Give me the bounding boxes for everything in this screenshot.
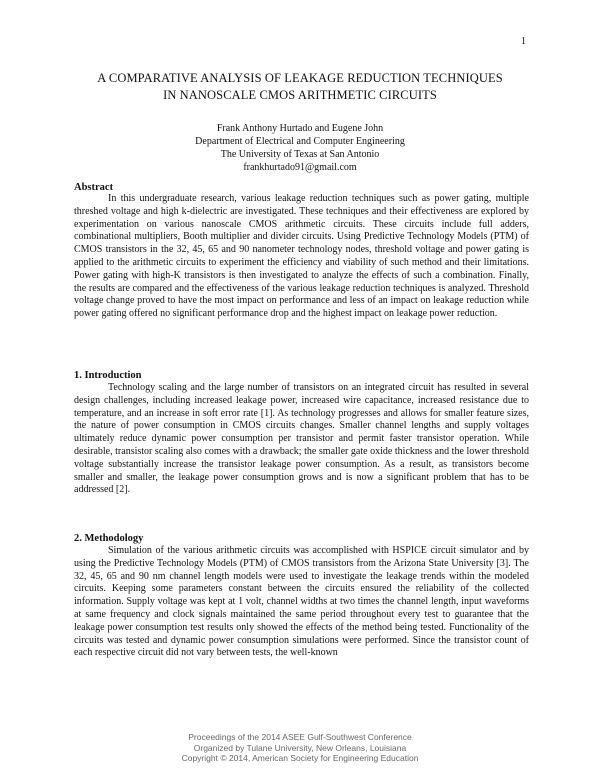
author-names: Frank Anthony Hurtado and Eugene John	[216, 123, 384, 134]
methodology-body: Simulation of the various arithmetic circuits was accomplished with HSPICE circuit simulator and by using the Predictive Technology Models (PTM) of CMOS transistors from the Arizona State University [3]. The 32, 45, 65 and 90 nm channel length models were used to investigate the leakage trends within the modeled circuits. Keeping some parameters constant between the circuits ensured the reliability of the collected information. Supply voltage was kept at 1 volt, channel widths at two times the channel length, input waveforms at same frequency and clock signals maintained the same period throughout every test to guarantee that the leakage power consumption test results only showed the effects of the method being tested. Functionality of the circuits was tested and dynamic power consumption simulations were performed. Since the transistor count of each respective circuit did not vary between tests, the well-known	[74, 545, 529, 659]
introduction-body: Technology scaling and the large number of transistors on an integrated circuit has resulted in several design challenges, including increased leakage power, increased wire capacitance, increased resistance due to temperature, and an increase in soft error rate [1]. As technology progresses and allows for smaller feature sizes, the nature of power consumption in CMOS circuits changes. Smaller channel lengths and supply voltages ultimately reduce dynamic power consumption per transistor and permit faster transistor operation. While desirable, transistor scaling also comes with a drawback; the smaller gate oxide thickness and the lower threshold voltage substantially increase the transistor leakage power consumption. As a result, as transistors become smaller and smaller, the leakage power consumption grows and is now a significant problem that has to be addressed [2].	[74, 382, 529, 496]
footer-line-1: Proceedings of the 2014 ASEE Gulf-Southwest Conference	[188, 732, 412, 742]
page-footer	[120, 732, 480, 764]
paper-title	[60, 70, 540, 104]
author-email: frankhurtado91@gmail.com	[243, 162, 357, 173]
abstract-body: In this undergraduate research, various leakage reduction techniques such as power gating, multiple threshed voltage and high k-dielectric are investigated. These techniques and their effectiveness are explored by experimentation on various nanoscale CMOS arithmetic circuits. These circuits include full adders, combinational multipliers, Booth multiplier and divider circuits. Using Predictive Technology Models (PTM) of CMOS transistors in the 32, 45, 65 and 90 nanometer technology nodes, threshold voltage and power gating is applied to the arithmetic circuits to experiment the efficiency and viability of such method and their limitations. Power gating with high-K transistors is then investigated to analyze the effects of such a combination. Finally, the results are compared and the effectiveness of the various leakage reduction techniques is analyzed. Threshold voltage change proved to have the most impact on performance and less of an impact on leakage reduction while power gating offered no significant performance drop and the highest impact on leakage power reduction.	[74, 193, 529, 320]
author-block	[100, 122, 500, 174]
author-university: The University of Texas at San Antonio	[220, 149, 380, 160]
methodology-heading: 2. Methodology	[74, 533, 144, 544]
page-number: 1	[521, 36, 526, 47]
footer-line-3: Copyright © 2014, American Society for Engineering Education	[181, 753, 419, 763]
footer-line-2: Organized by Tulane University, New Orleans, Louisiana	[193, 742, 407, 753]
introduction-heading: 1. Introduction	[74, 370, 142, 381]
title-line-1: A COMPARATIVE ANALYSIS OF LEAKAGE REDUCTION TECHNIQUES	[97, 71, 503, 85]
abstract-heading: Abstract	[74, 182, 114, 193]
author-department: Department of Electrical and Computer Engineering	[195, 136, 405, 147]
title-line-2: IN NANOSCALE CMOS ARITHMETIC CIRCUITS	[163, 88, 437, 102]
